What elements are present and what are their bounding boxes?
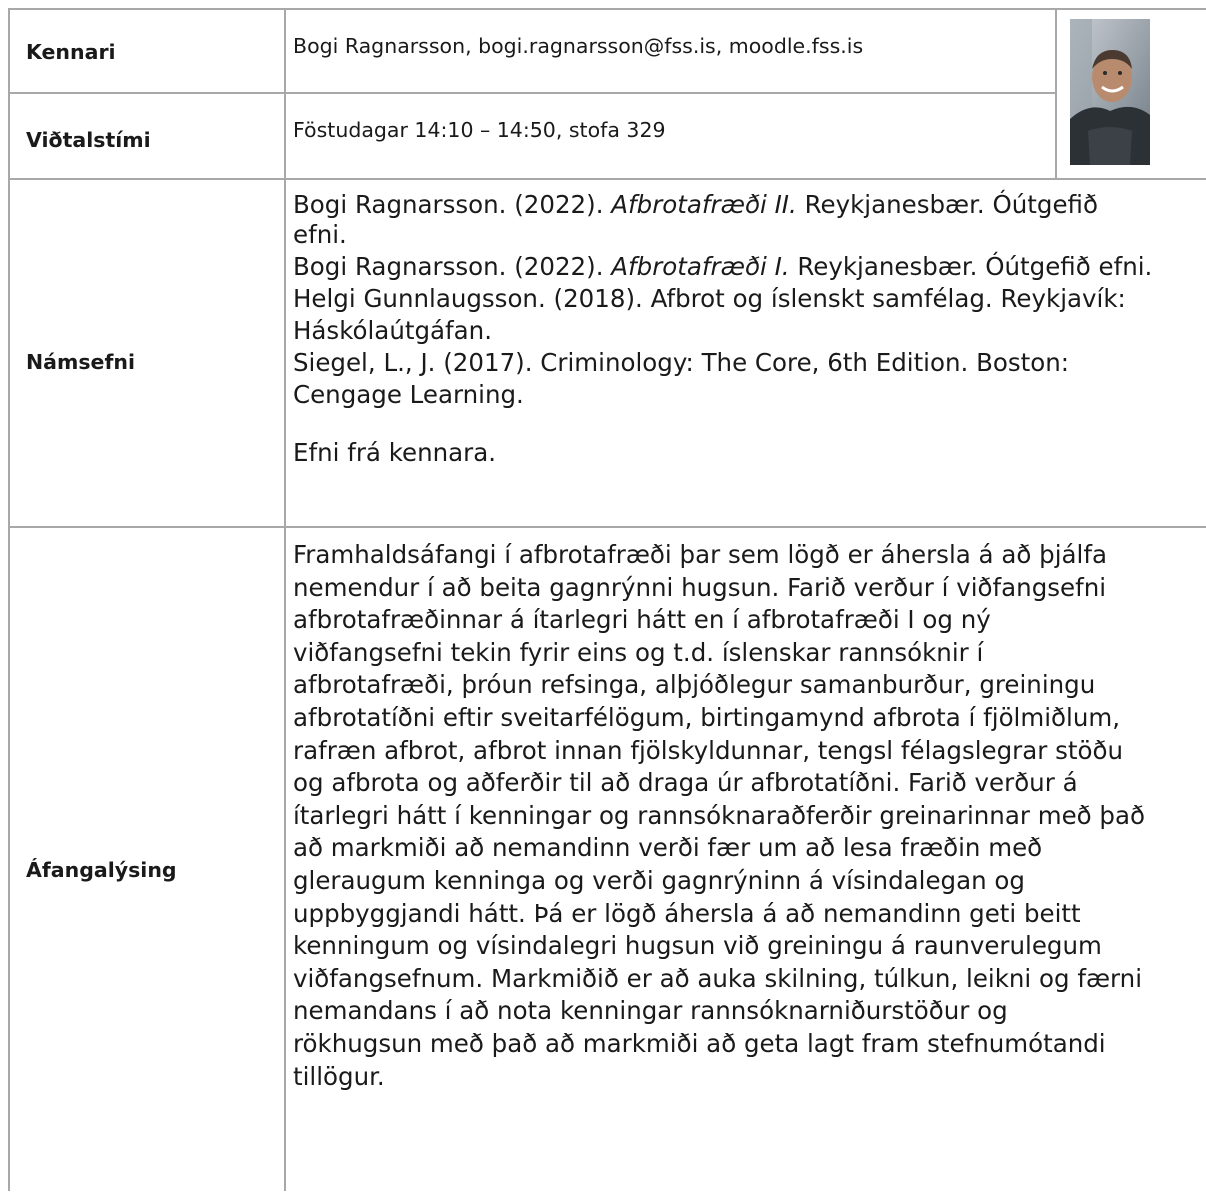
teacher-label: Kennari (26, 40, 116, 64)
reference-item: Cengage Learning. (293, 380, 524, 409)
row-divider-3 (8, 526, 1206, 528)
description-line: nemendur í að beita gagnrýnni hugsun. Farið verður í viðfangsefni (293, 572, 1107, 602)
description-line: Framhaldsáfangi í afbrotafræði þar sem lögð er áhersla á að þjálfa (293, 540, 1107, 569)
row-divider-1 (8, 92, 1056, 94)
reference-item: Háskólaútgáfan. (293, 316, 492, 345)
teacher-value: Bogi Ragnarsson, bogi.ragnarsson@fss.is, moodle.fss.is (293, 34, 864, 58)
description-line: viðfangsefnum. Markmiðið er að auka skilning, túlkun, leikni og færni (293, 963, 1143, 993)
table-border-top (8, 8, 1206, 10)
description-line: viðfangsefni tekin fyrir eins og t.d. íslenskar rannsóknir í (293, 637, 984, 667)
materials-label: Námsefni (26, 350, 135, 374)
description-line: tillögur. (293, 1061, 385, 1091)
reference-item: Efni frá kennara. (293, 438, 497, 467)
description-line: afbrotafræðinnar á ítarlegri hátt en í afbrotafræði I og ný (293, 605, 991, 635)
description-line: afbrotatíðni eftir sveitarfélögum, birtingamynd afbrota í fjölmiðlum, (293, 703, 1121, 732)
description-line: að markmiði að nemandinn verði fær um að lesa fræðin með (293, 833, 1043, 863)
reference-text: Bogi Ragnarsson. (2022). (293, 252, 612, 281)
teacher-photo (1070, 19, 1150, 165)
description-label: Áfangalýsing (26, 858, 177, 882)
reference-title: Afbrotafræði I. (611, 252, 790, 281)
reference-item (293, 190, 1098, 220)
table-border-left (8, 8, 10, 1191)
description-line: ítarlegri hátt í kenningar og rannsóknaraðferðir greinarinnar með það (293, 800, 1145, 830)
description-line: gleraugum kenninga og verði gagnrýninn á vísindalegan og (293, 866, 1025, 895)
description-line: rafræn afbrot, afbrot innan fjölskyldunnar, tengsl félagslegrar stöðu (293, 735, 1123, 765)
description-line: kenningum og vísindalegri hugsun við greiningu á raunverulegum (293, 931, 1102, 961)
reference-text: Bogi Ragnarsson. (2022). (293, 190, 612, 219)
description-line: uppbyggjandi hátt. Þá er lögð áhersla á að nemandinn geti beitt (293, 898, 1081, 928)
office-hours-value: Föstudagar 14:10 – 14:50, stofa 329 (293, 118, 666, 142)
row-divider-2 (8, 178, 1206, 180)
reference-item: Helgi Gunnlaugsson. (2018). Afbrot og íslenskt samfélag. Reykjavík: (293, 284, 1126, 313)
reference-text: Reykjanesbær. Óútgefið (796, 190, 1098, 219)
reference-text: Reykjanesbær. Óútgefið efni. (789, 252, 1153, 281)
description-line: og afbrota og aðferðir til að draga úr afbrotatíðni. Farið verður á (293, 768, 1078, 798)
reference-item: Siegel, L., J. (2017). Criminology: The Core, 6th Edition. Boston: (293, 348, 1070, 377)
description-line: nemandans í að nota kenningar rannsóknarniðurstöður og (293, 996, 1008, 1026)
photo-column-divider (1055, 8, 1057, 179)
office-hours-label: Viðtalstími (26, 128, 151, 152)
reference-item (293, 252, 1152, 282)
description-line: afbrotafræði, þróun refsinga, alþjóðlegur samanburður, greiningu (293, 670, 1096, 700)
column-divider (284, 8, 286, 1191)
reference-title: Afbrotafræði II. (611, 190, 797, 219)
description-line: rökhugsun með það að markmiði að geta lagt fram stefnumótandi (293, 1029, 1106, 1058)
reference-item: efni. (293, 220, 347, 249)
